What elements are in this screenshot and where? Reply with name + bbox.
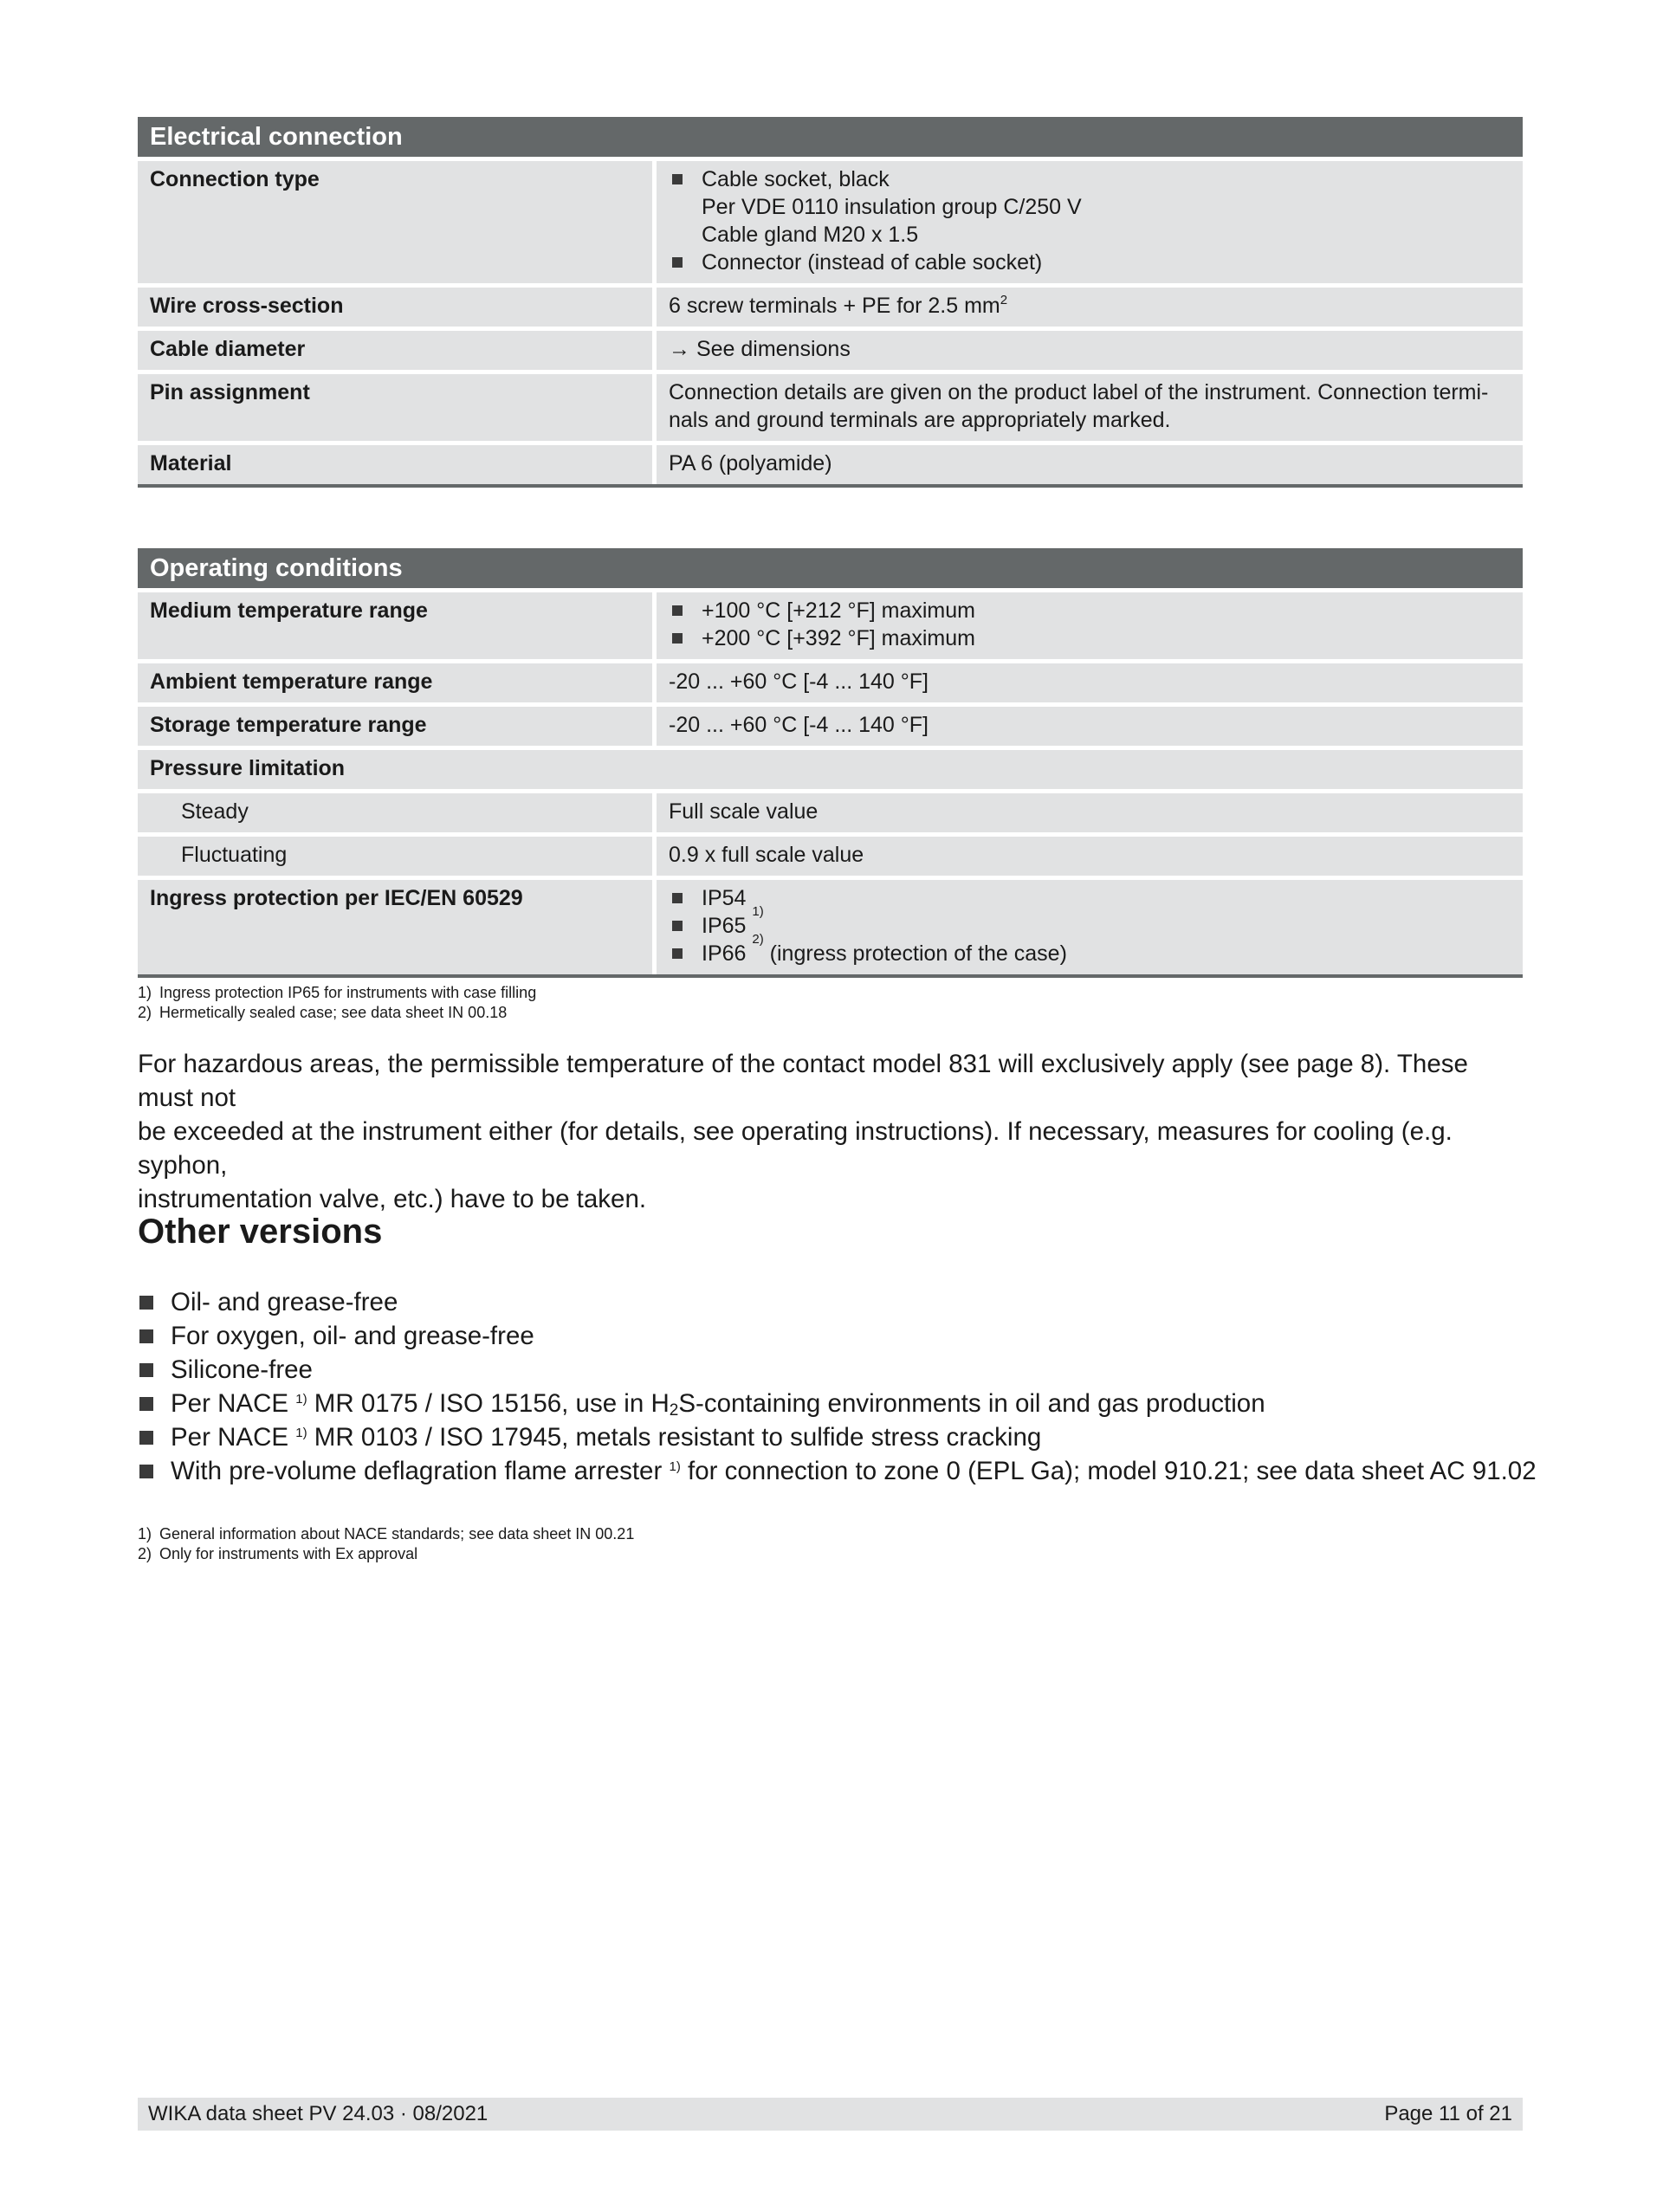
bullet-square-icon (139, 1397, 153, 1411)
section-heading: Other versions (138, 1213, 383, 1251)
footnote: 2) Hermetically sealed case; see data sheet IN 00.18 (138, 1004, 508, 1021)
table-row (138, 592, 1523, 659)
table-row (138, 161, 1523, 283)
row-value: IP54 IP65 1) IP66 2) (ingress protection of the case) (657, 880, 1523, 974)
table-row (138, 663, 1523, 702)
electrical-connection-table (138, 117, 1523, 488)
row-value: PA 6 (polyamide) (657, 445, 1523, 484)
bullet-square-icon (672, 174, 683, 184)
row-label: Pressure limitation (138, 750, 1523, 789)
bullet-square-icon (139, 1363, 153, 1377)
bullet-square-icon (139, 1465, 153, 1478)
list-item: Per NACE $^{1)}$ MR 0175 / ISO 15156, use in $H_2S$-containing environments in oil and gas production (138, 1387, 1537, 1420)
page-number: Page 11 of 21 (1384, 2102, 1512, 2125)
bullet-square-icon (139, 1329, 153, 1343)
page-footer (138, 2098, 1523, 2131)
footnote: 2) Only for instruments with Ex approval (138, 1545, 418, 1562)
hazardous-areas-paragraph: For hazardous areas, the permissible temperature of the contact model 831 will exclusively apply (see page 8). These must not be exceeded at the instrument either (for details, see operating instructions). If necessary, measures for cooling (e.g. syphon, instrumentation valve, etc.) have to be taken. (138, 1050, 1468, 1213)
bullet-square-icon (672, 921, 683, 931)
row-label: Pin assignment (138, 374, 652, 441)
table-row (138, 288, 1523, 327)
bullet-square-icon (672, 893, 683, 903)
row-label: Connection type (138, 161, 652, 283)
list-item: Oil- and grease-free (138, 1285, 1537, 1319)
row-value: Connection details are given on the product label of the instrument. Connection termi- nals and ground terminals are appropriately marked. (657, 374, 1523, 441)
row-label: Material (138, 445, 652, 484)
row-label: Cable diameter (138, 331, 652, 370)
row-value: Full scale value (657, 793, 1523, 832)
row-label: Medium temperature range (138, 592, 652, 659)
table-row (138, 374, 1523, 441)
row-value: → See dimensions (657, 331, 1523, 370)
table-bottom-rule (138, 484, 1523, 488)
operating-conditions-table (138, 548, 1523, 978)
bullet-square-icon (672, 257, 683, 268)
table-row (138, 793, 1523, 832)
footnotes (138, 1524, 634, 1564)
row-label: Ambient temperature range (138, 663, 652, 702)
row-label: Fluctuating (138, 837, 652, 876)
list-item: Silicone-free (138, 1353, 1537, 1387)
table-bottom-rule (138, 974, 1523, 978)
row-value: 6 screw terminals + PE for 2.5 $mm^2$ (657, 288, 1523, 327)
other-versions-list (138, 1285, 1537, 1488)
footnote: 1) General information about NACE standards; see data sheet IN 00.21 (138, 1525, 635, 1543)
table-row (138, 880, 1523, 974)
table-row (138, 707, 1523, 746)
bullet-square-icon (139, 1431, 153, 1445)
bullet-square-icon (672, 605, 683, 616)
footnote: 1) Ingress protection IP65 for instruments with case filling (138, 984, 537, 1001)
footnotes (138, 983, 536, 1023)
row-label: Ingress protection per IEC/EN 60529 (138, 880, 652, 974)
row-value: Cable socket, black Per VDE 0110 insulation group C/250 V Cable gland M20 x 1.5 Connector (instead of cable socket) (657, 161, 1523, 283)
row-label: Steady (138, 793, 652, 832)
table-header: Electrical connection (138, 117, 1523, 157)
list-item: Per NACE $^{1)}$ MR 0103 / ISO 17945, metals resistant to sulfide stress cracking (138, 1420, 1537, 1454)
table-row (138, 750, 1523, 789)
bullet-square-icon (139, 1296, 153, 1310)
bullet-square-icon (672, 948, 683, 959)
table-header: Operating conditions (138, 548, 1523, 588)
row-label: Storage temperature range (138, 707, 652, 746)
row-label: Wire cross-section (138, 288, 652, 327)
list-item: For oxygen, oil- and grease-free (138, 1319, 1537, 1353)
row-value: -20 ... +60 °C [-4 ... 140 °F] (657, 707, 1523, 746)
bullet-square-icon (672, 633, 683, 644)
row-value: +100 °C [+212 °F] maximum +200 °C [+392 °F] maximum (657, 592, 1523, 659)
row-value: -20 ... +60 °C [-4 ... 140 °F] (657, 663, 1523, 702)
row-value: 0.9 x full scale value (657, 837, 1523, 876)
table-row (138, 445, 1523, 484)
document-id: WIKA data sheet PV 24.03 · 08/2021 (148, 2102, 489, 2125)
list-item: With pre-volume deflagration flame arrester $^{1)}$ for connection to zone 0 (EPL Ga); model 910.21; see data sheet AC 91.02 (138, 1454, 1537, 1488)
table-row (138, 331, 1523, 370)
table-row (138, 837, 1523, 876)
